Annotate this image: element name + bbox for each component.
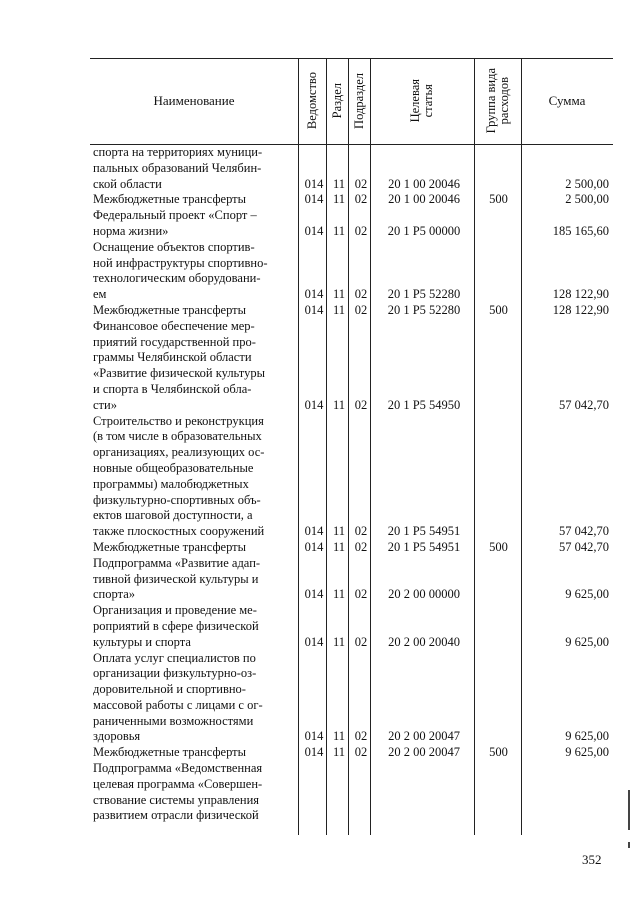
header-vedomstvo-cell: [298, 58, 326, 144]
row-name: Межбюджетные трансферты: [93, 192, 247, 207]
row-name: Федеральный проект «Спорт – норма жизни»: [93, 208, 257, 238]
row-name: Межбюджетные трансферты: [93, 539, 247, 554]
row-vedomstvo: 014: [304, 223, 324, 238]
row-name: Подпрограмма «Ведомственная целевая программа «Совершен- ствование системы управления развитием отрасли физической: [93, 761, 263, 823]
row-name: Финансовое обеспечение мер- приятий государственной про- граммы Челябинской области «Развитие физической культуры и спорта в Челябинской обла- сти»: [93, 318, 265, 412]
row-gruppa: 500: [489, 192, 508, 207]
row-name: спорта на территориях муници- пальных образований Челябин- ской области: [93, 145, 263, 191]
row-summa: 2 500,00: [565, 176, 609, 191]
row-summa: 9 625,00: [565, 729, 609, 744]
header-gruppa-cell: [474, 58, 521, 144]
row-vedomstvo: 014: [304, 302, 324, 317]
row-podrazdel: 02: [354, 729, 368, 744]
table-row: [90, 540, 613, 556]
row-summa: 9 625,00: [565, 634, 609, 649]
row-summa: 9 625,00: [565, 745, 609, 760]
header-gruppa: Группа вида расходов: [483, 68, 511, 134]
table-row: [90, 240, 613, 303]
table-body: [90, 145, 613, 824]
row-razdel: 11: [332, 634, 346, 649]
header-summa: Сумма: [548, 93, 586, 108]
row-podrazdel: 02: [354, 223, 368, 238]
row-vedomstvo: 014: [304, 745, 324, 760]
table-row: [90, 319, 613, 414]
row-name: Межбюджетные трансферты: [93, 745, 247, 760]
table-row: [90, 192, 613, 208]
row-razdel: 11: [332, 587, 346, 602]
scan-mark: [628, 842, 630, 848]
row-summa: 57 042,70: [559, 397, 609, 412]
row-podrazdel: 02: [354, 634, 368, 649]
budget-table: [90, 58, 613, 835]
row-podrazdel: 02: [354, 176, 368, 191]
table-row: [90, 303, 613, 319]
row-gruppa: 500: [489, 745, 508, 760]
row-name: Оплата услуг специалистов по организации физкультурно-оз- доровительной и спортивно- массовой работы с лицами с ог- раниченными возможностями здоровья: [93, 650, 263, 744]
row-vedomstvo: 014: [304, 192, 324, 207]
row-name: Межбюджетные трансферты: [93, 302, 247, 317]
table-row: [90, 145, 613, 192]
row-podrazdel: 02: [354, 587, 368, 602]
table-row: [90, 761, 613, 824]
header-vedomstvo: Ведомство: [304, 72, 319, 130]
row-celevaya: 20 1 P5 54951: [387, 539, 461, 554]
row-celevaya: 20 1 00 20046: [388, 192, 460, 207]
scan-mark: [628, 790, 630, 830]
row-razdel: 11: [332, 397, 346, 412]
row-podrazdel: 02: [354, 192, 368, 207]
row-celevaya: 20 1 P5 52280: [387, 302, 461, 317]
row-summa: 57 042,70: [559, 524, 609, 539]
row-celevaya: 20 2 00 20047: [388, 729, 460, 744]
row-razdel: 11: [332, 539, 346, 554]
row-gruppa: 500: [489, 539, 508, 554]
header-podrazdel-cell: [348, 58, 370, 144]
row-razdel: 11: [332, 192, 346, 207]
header-celevaya-cell: [370, 58, 474, 144]
row-celevaya: 20 1 P5 00000: [387, 223, 461, 238]
row-razdel: 11: [332, 524, 346, 539]
header-celevaya: Целевая статья: [408, 79, 435, 123]
row-podrazdel: 02: [354, 287, 368, 302]
row-summa: 128 122,90: [552, 302, 609, 317]
row-podrazdel: 02: [354, 745, 368, 760]
row-summa: 57 042,70: [559, 539, 609, 554]
row-summa: 185 165,60: [552, 223, 609, 238]
table-row: [90, 745, 613, 761]
row-name: Организация и проведение ме- роприятий в сфере физической культуры и спорта: [93, 603, 259, 649]
row-celevaya: 20 1 P5 54950: [387, 397, 461, 412]
row-vedomstvo: 014: [304, 524, 324, 539]
row-celevaya: 20 1 P5 54951: [387, 524, 461, 539]
row-vedomstvo: 014: [304, 587, 324, 602]
row-razdel: 11: [332, 745, 346, 760]
table-row: [90, 556, 613, 603]
header-razdel-cell: [326, 58, 348, 144]
table-row: [90, 414, 613, 540]
row-name: Строительство и реконструкция (в том числе в образовательных организациях, реализующих ос- новные общеобразовательные программы) малобюджетных физкультурно-спортивных объ- ектов шаговой доступности, а также плоскостных сооружений: [93, 413, 265, 539]
row-razdel: 11: [332, 287, 346, 302]
row-podrazdel: 02: [354, 302, 368, 317]
row-summa: 128 122,90: [552, 287, 609, 302]
row-celevaya: 20 2 00 00000: [388, 587, 460, 602]
row-vedomstvo: 014: [304, 176, 324, 191]
row-name: Подпрограмма «Развитие адап- тивной физической культуры и спорта»: [93, 555, 261, 602]
row-razdel: 11: [332, 729, 346, 744]
page-number: 352: [582, 852, 602, 867]
table-row: [90, 208, 613, 240]
row-celevaya: 20 2 00 20047: [388, 745, 460, 760]
row-vedomstvo: 014: [304, 397, 324, 412]
row-vedomstvo: 014: [304, 287, 324, 302]
row-razdel: 11: [332, 223, 346, 238]
row-podrazdel: 02: [354, 539, 368, 554]
row-name: Оснащение объектов спортив- ной инфраструктуры спортивно- технологическим оборудовани- ем: [93, 239, 268, 302]
row-razdel: 11: [332, 176, 346, 191]
row-gruppa: 500: [489, 302, 508, 317]
row-celevaya: 20 1 P5 52280: [387, 287, 461, 302]
row-summa: 9 625,00: [565, 587, 609, 602]
row-podrazdel: 02: [354, 524, 368, 539]
row-summa: 2 500,00: [565, 192, 609, 207]
header-podrazdel: Подраздел: [351, 73, 366, 129]
table-row: [90, 651, 613, 746]
row-razdel: 11: [332, 302, 346, 317]
header-razdel: Раздел: [329, 83, 344, 119]
row-vedomstvo: 014: [304, 634, 324, 649]
table-row: [90, 603, 613, 650]
row-vedomstvo: 014: [304, 539, 324, 554]
row-celevaya: 20 2 00 20040: [388, 634, 460, 649]
row-podrazdel: 02: [354, 397, 368, 412]
row-vedomstvo: 014: [304, 729, 324, 744]
header-name: Наименование: [153, 93, 235, 108]
row-celevaya: 20 1 00 20046: [388, 176, 460, 191]
